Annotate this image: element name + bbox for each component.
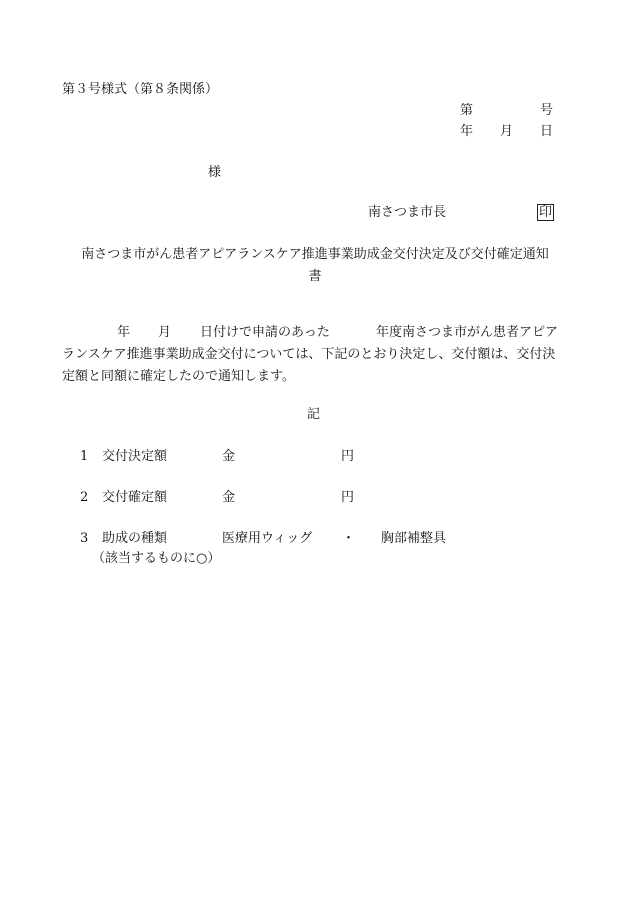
option-separator: ・ <box>342 531 356 546</box>
item-en: 円 <box>341 490 355 505</box>
body-line-2: ランスケア推進事業助成金交付については、下記のとおり決定し、交付額は、交付決 <box>62 347 556 362</box>
item-number: 2 <box>80 490 89 505</box>
item-label: 交付決定額 <box>102 449 168 464</box>
date-day: 日 <box>540 124 554 139</box>
item-kin: 金 <box>222 490 236 505</box>
body-month: 月 <box>158 325 172 340</box>
date-month: 月 <box>500 124 514 139</box>
body-line-1 <box>62 322 568 344</box>
option-wig: 医療用ウィッグ <box>222 531 313 546</box>
item-en: 円 <box>341 449 355 464</box>
item-label: 助成の種類 <box>102 531 168 546</box>
doc-no-prefix: 第 <box>460 103 474 118</box>
title-line-2: 書 <box>308 269 322 284</box>
item-number: 3 <box>80 531 89 546</box>
item-kin: 金 <box>222 449 236 464</box>
body-year: 年 <box>117 325 131 340</box>
option-breast-prosthesis: 胸部補整具 <box>381 531 447 546</box>
form-label: 第３号様式（第８条関係） <box>62 82 219 97</box>
recipient-suffix: 様 <box>208 165 222 180</box>
item-number: 1 <box>80 449 89 464</box>
issuer-name: 南さつま市長 <box>368 205 447 220</box>
doc-no-suffix: 号 <box>540 103 554 118</box>
date-year: 年 <box>460 124 474 139</box>
ki-heading: 記 <box>307 407 321 422</box>
item-note: （該当するものに○） <box>92 551 221 566</box>
body-fiscal: 年度南さつま市がん患者アピア <box>376 325 559 340</box>
body-line-3: 定額と同額に確定したので通知します。 <box>62 369 295 384</box>
item-label: 交付確定額 <box>102 490 168 505</box>
document-title <box>70 244 560 288</box>
title-line-1: 南さつま市がん患者アピアランスケア推進事業助成金交付決定及び交付確定通知 <box>81 247 549 262</box>
seal-text: 印 <box>539 205 553 220</box>
body-date-rest: 日付けで申請のあった <box>200 325 330 340</box>
seal-mark <box>537 204 554 221</box>
body-paragraph <box>62 322 568 388</box>
